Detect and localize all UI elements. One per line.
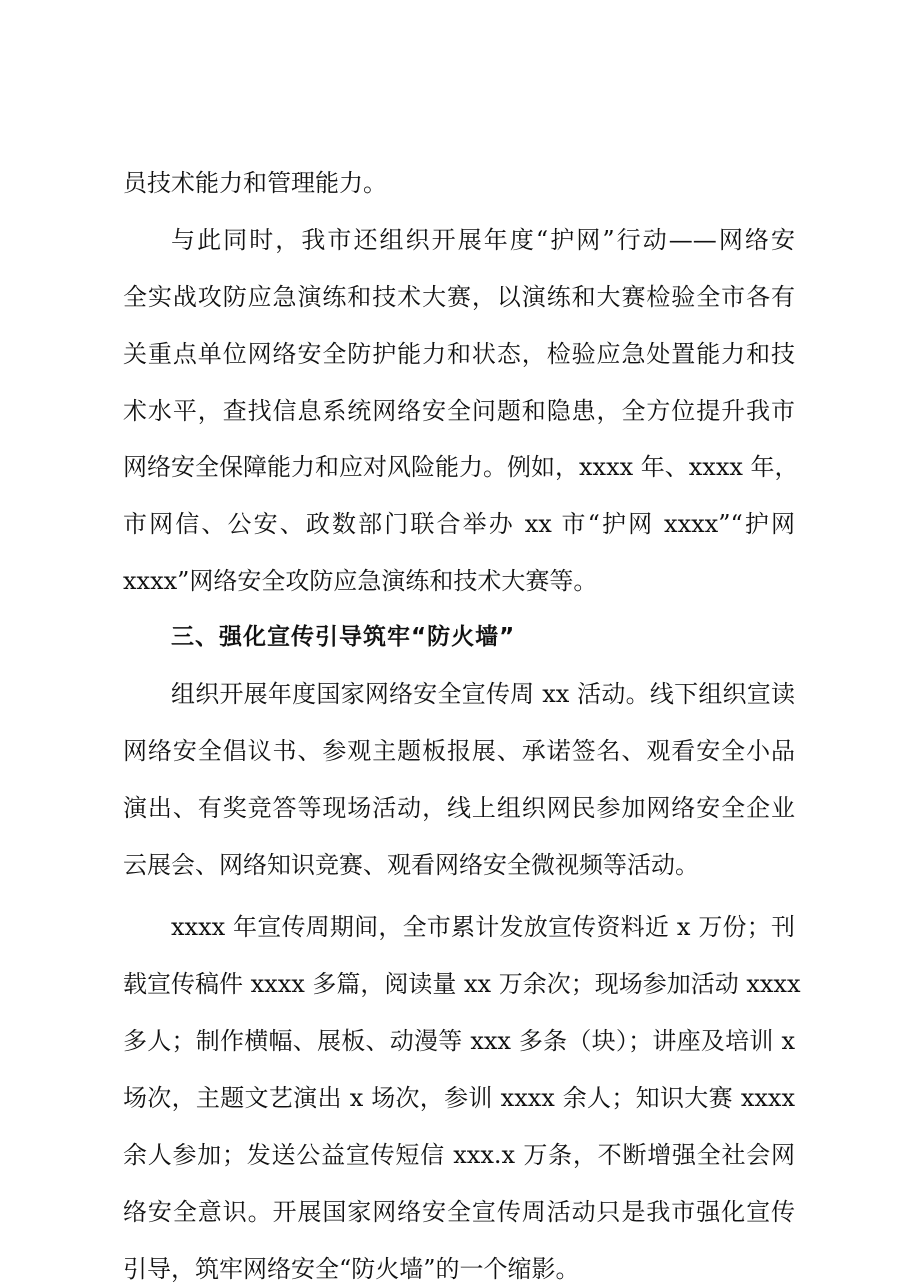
paragraph-line: 场次，主题文艺演出 x 场次，参训 xxxx 余人；知识大赛 xxxx — [123, 1084, 795, 1112]
paragraph-line: xxxx 年宣传周期间，全市累计发放宣传资料近 x 万份；刊 — [171, 913, 795, 941]
paragraph-line: 与此同时，我市还组织开展年度“护网”行动——网络安 — [171, 226, 795, 254]
paragraph-line: 演出、有奖竞答等现场活动，线上组织网民参加网络安全企业 — [123, 794, 795, 822]
paragraph-line: 员技术能力和管理能力。 — [123, 169, 387, 197]
paragraph-line: 多人；制作横幅、展板、动漫等 xxx 多条（块）；讲座及培训 x — [123, 1027, 795, 1055]
paragraph-line: 网络安全倡议书、参观主题板报展、承诺签名、观看安全小品 — [123, 737, 795, 765]
section-heading: 三、强化宣传引导筑牢“防火墙” — [171, 624, 516, 650]
paragraph-line: 术水平，查找信息系统网络安全问题和隐患，全方位提升我市 — [123, 397, 795, 425]
paragraph-line: 载宣传稿件 xxxx 多篇，阅读量 xx 万余次；现场参加活动 xxxx — [123, 970, 801, 998]
paragraph-line: 组织开展年度国家网络安全宣传周 xx 活动。线下组织宣读 — [171, 680, 795, 708]
paragraph-line: 关重点单位网络安全防护能力和状态，检验应急处置能力和技 — [123, 340, 795, 368]
paragraph-line: 络安全意识。开展国家网络安全宣传周活动只是我市强化宣传 — [123, 1198, 795, 1226]
paragraph-line: xxxx”网络安全攻防应急演练和技术大赛等。 — [123, 567, 598, 595]
paragraph-line: 全实战攻防应急演练和技术大赛，以演练和大赛检验全市各有 — [123, 283, 795, 311]
paragraph-line: 市网信、公安、政数部门联合举办 xx 市“护网 xxxx”“护网 — [123, 510, 795, 538]
paragraph-line: 余人参加；发送公益宣传短信 xxx.x 万条，不断增强全社会网 — [123, 1141, 795, 1169]
paragraph-line: 网络安全保障能力和应对风险能力。例如，xxxx 年、xxxx 年， — [123, 453, 799, 481]
paragraph-line: 云展会、网络知识竞赛、观看网络安全微视频等活动。 — [123, 851, 699, 879]
paragraph-line: 引导，筑牢网络安全“防火墙”的一个缩影。 — [123, 1255, 580, 1283]
